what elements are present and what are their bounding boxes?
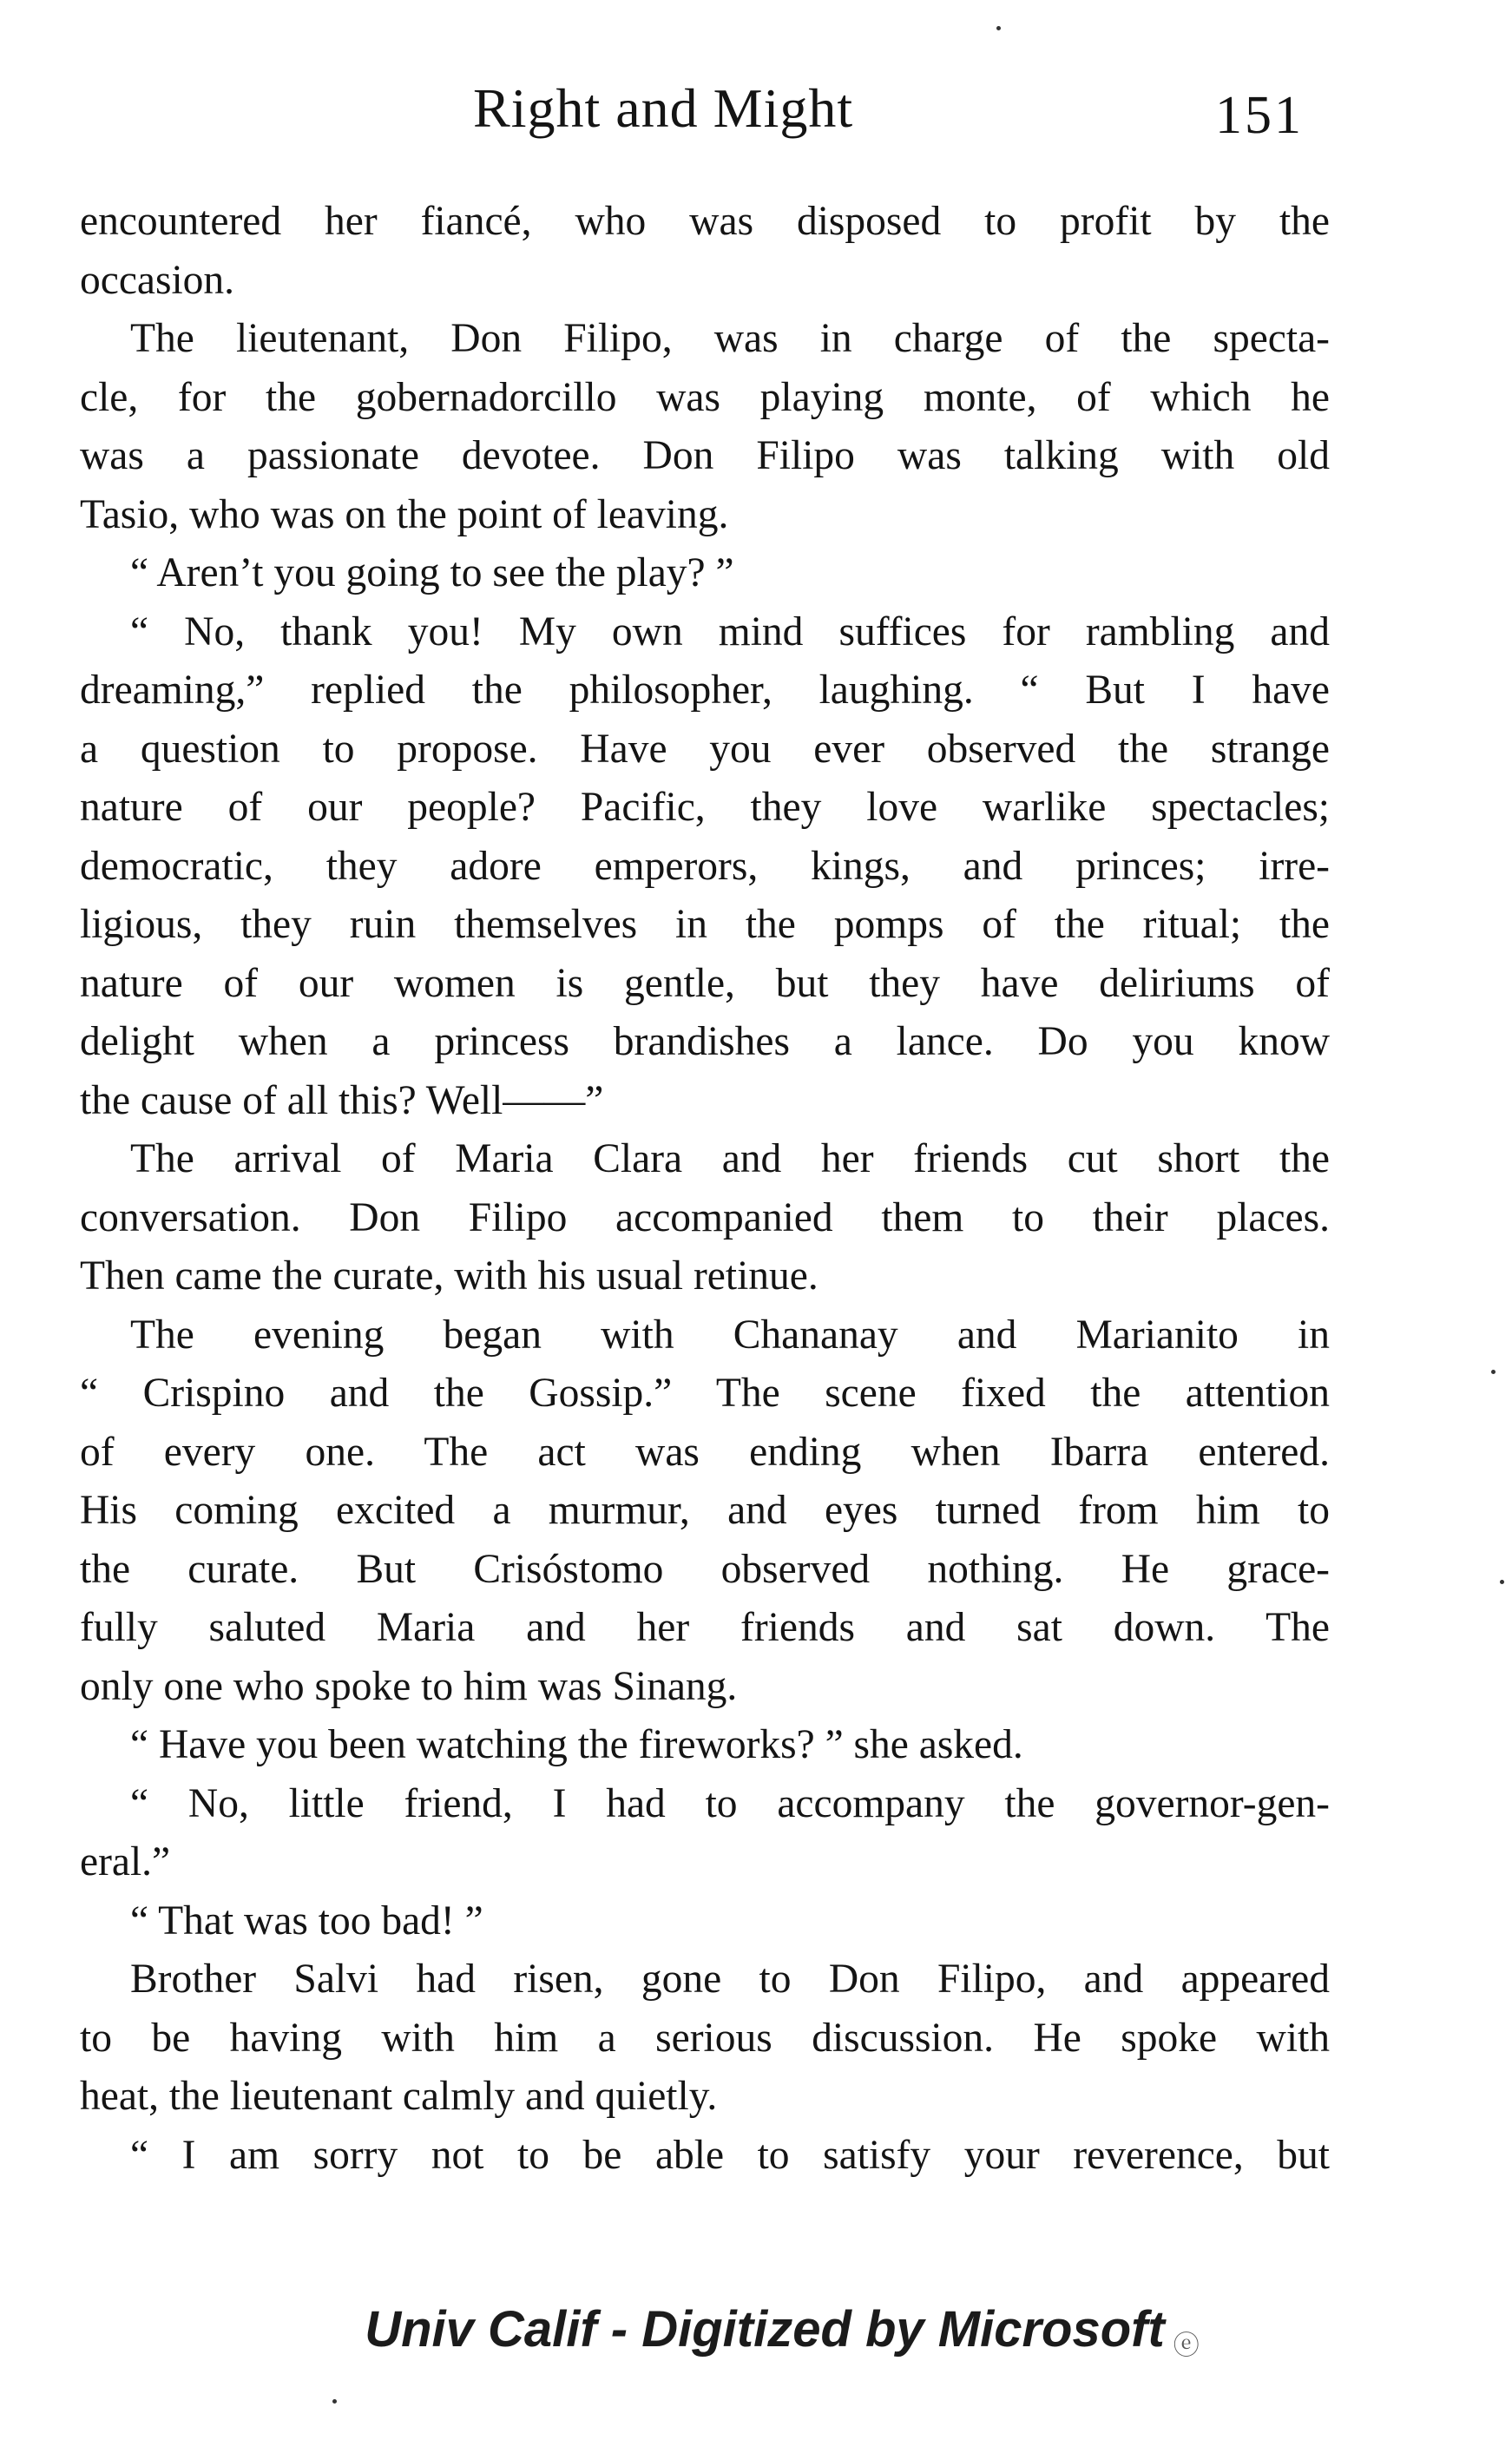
page-number: 151	[1215, 86, 1304, 145]
text-line: cle, for the gobernadorcillo was playing monte, of which he	[80, 374, 1330, 420]
text-line: to be having with him a serious discussion. He spoke with	[80, 2015, 1330, 2061]
text-line: “ No, little friend, I had to accompany the governor-gen-	[130, 1780, 1330, 1826]
text-line: only one who spoke to him was Sinang.	[80, 1663, 738, 1709]
text-line: “ That was too bad! ”	[130, 1897, 483, 1943]
text-line: “ I am sorry not to be able to satisfy your reverence, but	[130, 2132, 1330, 2178]
text-line: nature of our women is gentle, but they have deliriums of	[80, 960, 1330, 1006]
text-line: dreaming,” replied the philosopher, laughing. “ But I have	[80, 668, 1330, 713]
text-line: was a passionate devotee. Don Filipo was talking with old	[80, 433, 1330, 478]
body-text	[80, 193, 1330, 2185]
text-line: The arrival of Maria Clara and her friends cut short the	[130, 1136, 1330, 1181]
text-line: the curate. But Crisóstomo observed nothing. He grace-	[80, 1546, 1330, 1592]
text-line: of every one. The act was ending when Ibarra entered.	[80, 1429, 1330, 1475]
text-line: the cause of all this? Well——”	[80, 1077, 604, 1123]
text-line: democratic, they adore emperors, kings, and princes; irre-	[80, 843, 1330, 889]
text-line: “ Have you been watching the fireworks? ” she asked.	[130, 1722, 1023, 1767]
text-line: fully saluted Maria and her friends and sat down. The	[80, 1605, 1330, 1650]
digitization-watermark: Univ Calif - Digitized by Microsoft	[365, 2301, 1165, 2358]
running-head-title: Right and Might	[473, 77, 854, 139]
text-line: nature of our people? Pacific, they love warlike spectacles;	[80, 785, 1330, 830]
scan-speck	[996, 26, 1001, 30]
text-line: encountered her fiancé, who was disposed to profit by the	[80, 199, 1330, 244]
text-line: “ Crispino and the Gossip.” The scene fixed the attention	[80, 1371, 1330, 1416]
scan-speck	[1491, 1370, 1496, 1374]
scan-speck	[1500, 1580, 1504, 1584]
digitization-mark-icon: ⓔ	[1173, 2331, 1200, 2362]
text-line: eral.”	[80, 1839, 171, 1884]
text-line: ligious, they ruin themselves in the pomps of the ritual; the	[80, 902, 1330, 947]
text-line: Brother Salvi had risen, gone to Don Filipo, and appeared	[130, 1957, 1330, 2002]
text-line: The lieutenant, Don Filipo, was in charge of the specta-	[130, 316, 1330, 361]
digitization-footer	[0, 2300, 1512, 2362]
scan-speck	[332, 2399, 337, 2404]
text-line: delight when a princess brandishes a lance. Do you know	[80, 1019, 1330, 1064]
text-line: heat, the lieutenant calmly and quietly.	[80, 2074, 718, 2119]
running-head	[0, 76, 1512, 155]
text-line: Tasio, who was on the point of leaving.	[80, 491, 729, 537]
text-line: “ Aren’t you going to see the play? ”	[130, 550, 734, 595]
text-line: His coming excited a murmur, and eyes turned from him to	[80, 1488, 1330, 1533]
text-line: a question to propose. Have you ever observed the strange	[80, 726, 1330, 772]
text-line: Then came the curate, with his usual retinue.	[80, 1253, 818, 1299]
text-line: “ No, thank you! My own mind suffices for rambling and	[130, 608, 1330, 654]
text-line: The evening began with Chananay and Marianito in	[130, 1312, 1330, 1358]
text-line: conversation. Don Filipo accompanied them to their places.	[80, 1194, 1330, 1240]
text-line: occasion.	[80, 257, 235, 303]
